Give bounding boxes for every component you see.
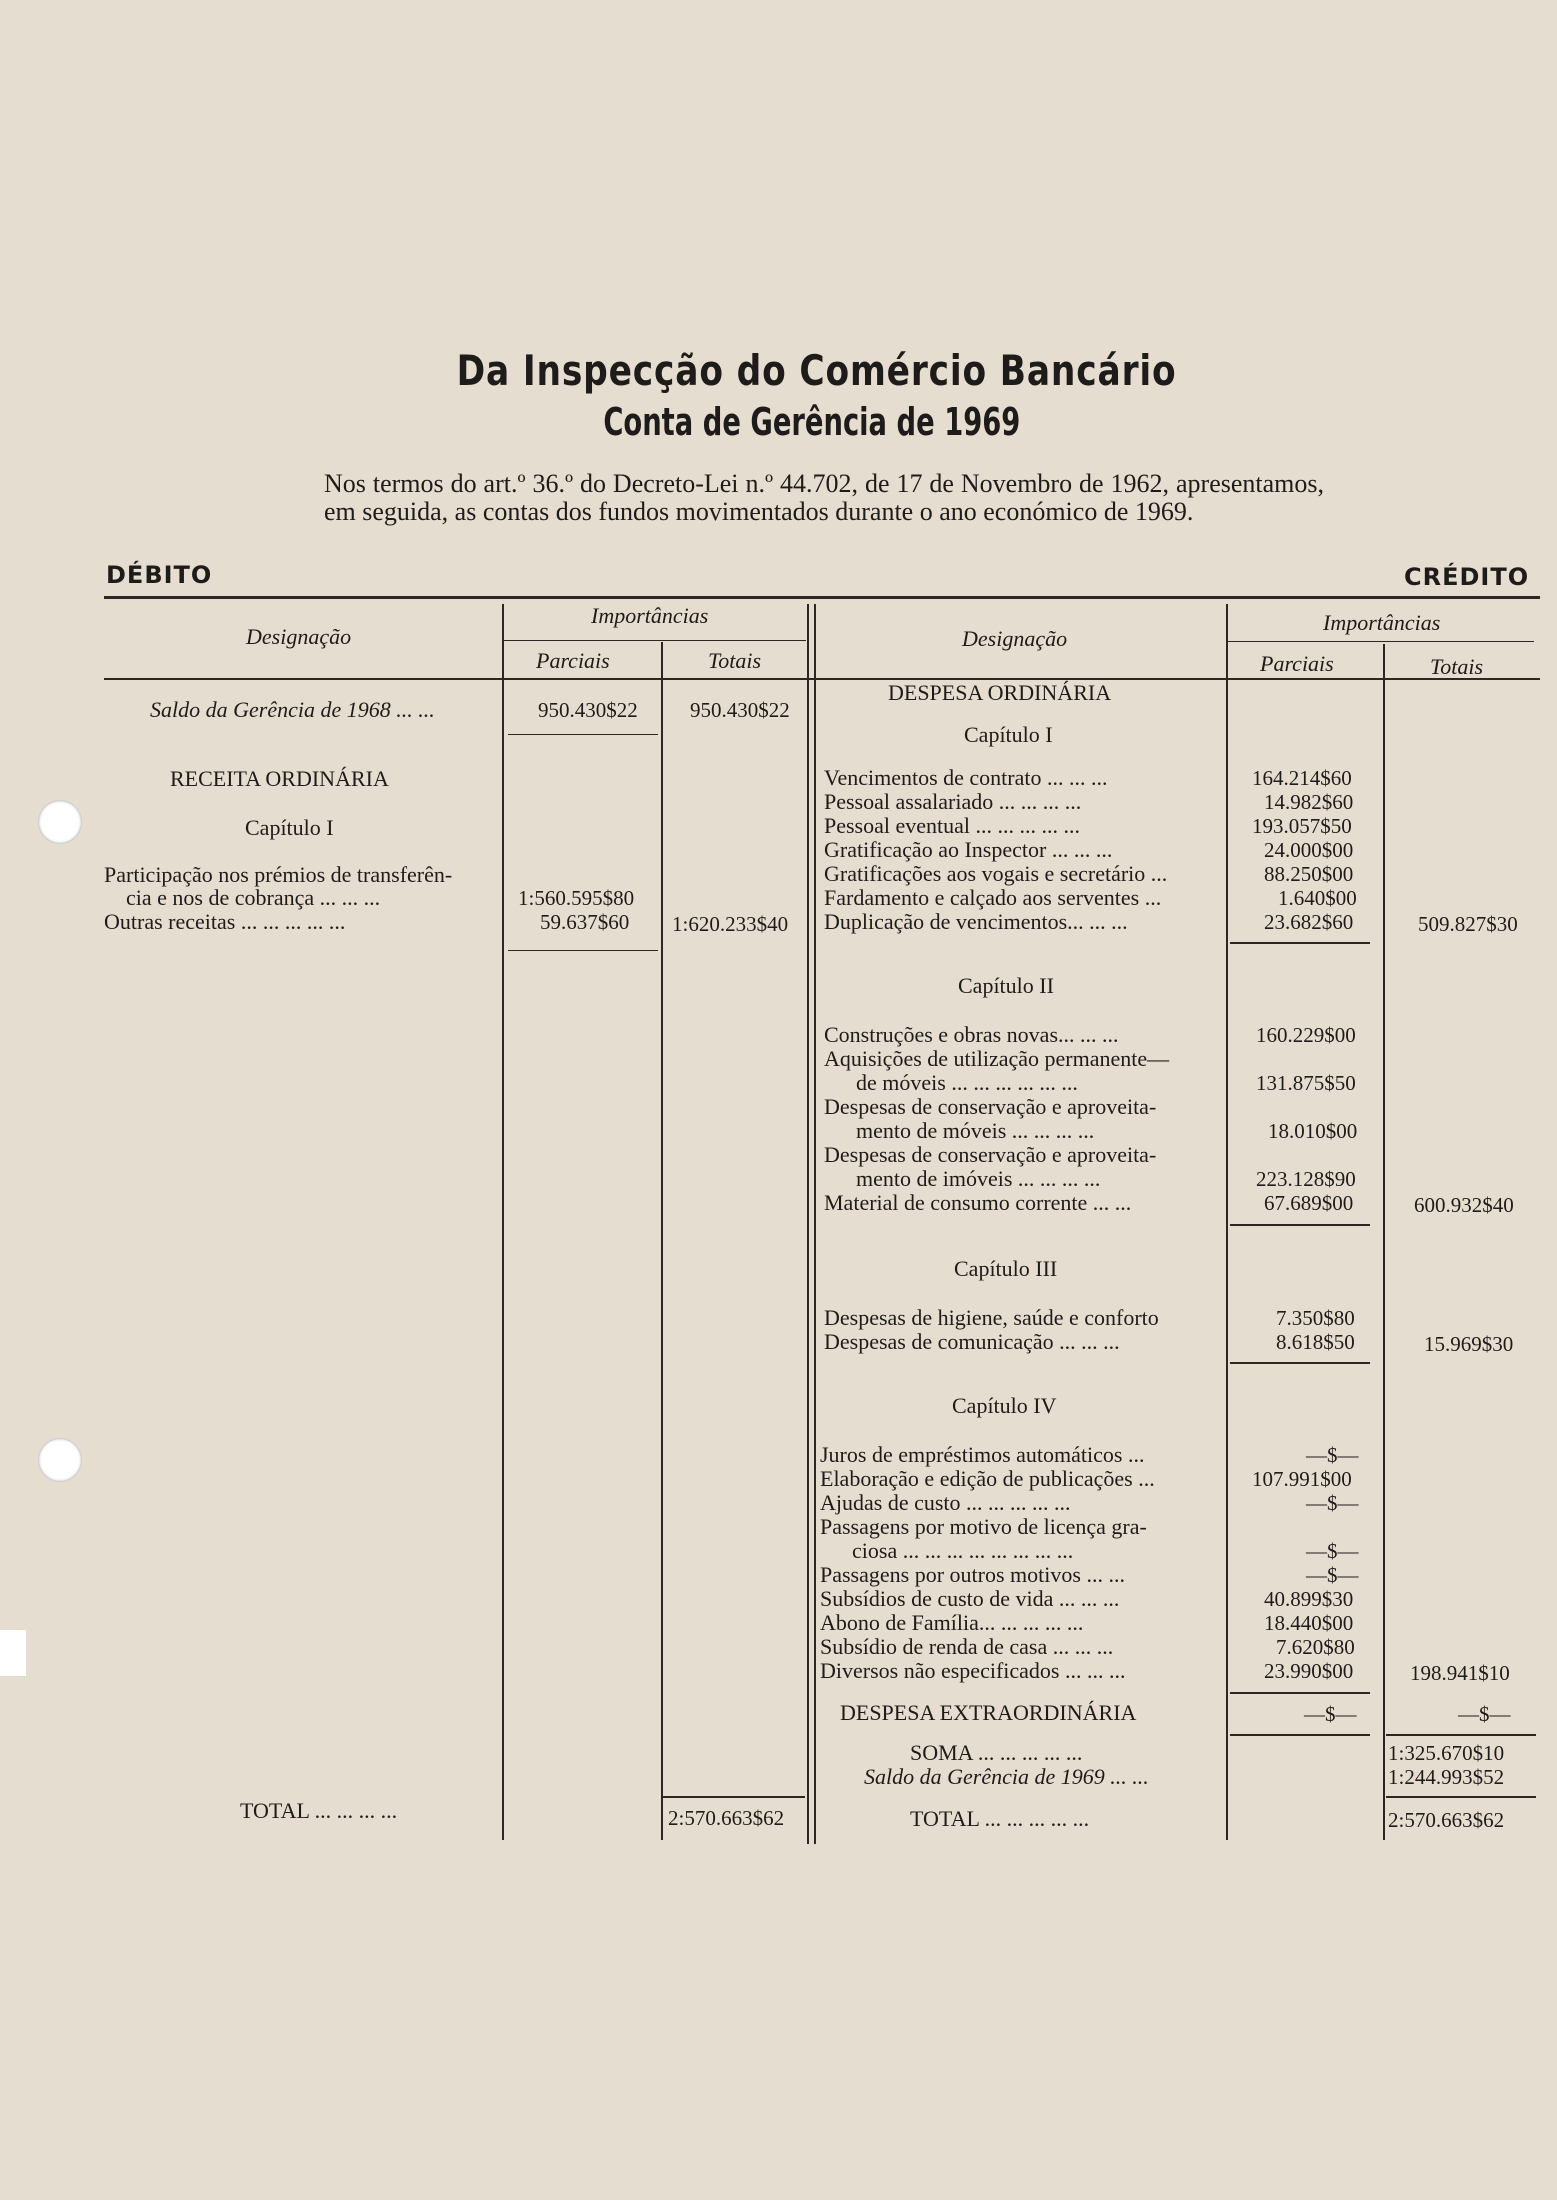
binder-hole-top (38, 800, 82, 844)
debit-partial-rule-1 (508, 734, 658, 735)
c4-item-4-line2: ciosa ... ... ... ... ... ... ... ... (852, 1538, 1074, 1563)
c4-item-2-partial: 107.991$00 (1252, 1467, 1352, 1491)
c1-partial-rule (1230, 942, 1370, 944)
chapter1-heading: Capítulo I (964, 722, 1053, 747)
c3-partial-rule (1230, 1362, 1370, 1364)
credit-total-rule (1386, 1796, 1536, 1798)
debit-chapter-heading: Capítulo I (245, 815, 334, 840)
table-top-rule (104, 596, 1540, 599)
balance-1968-label: Saldo da Gerência de 1968 ... ... (150, 697, 435, 722)
debit-total-header: Totais (708, 648, 762, 673)
chapter3-heading: Capítulo III (954, 1256, 1058, 1281)
c1-item-5-label: Gratificações aos vogais e secretário ... (824, 861, 1168, 886)
c1-item-3-partial: 193.057$50 (1252, 814, 1352, 838)
c1-item-4-label: Gratificação ao Inspector ... ... ... (824, 837, 1113, 862)
c4-item-1-partial: —$— (1306, 1443, 1359, 1467)
c2-partial-rule (1230, 1224, 1370, 1226)
c2-item-2-line1: Aquisições de utilização permanente— (824, 1046, 1170, 1071)
balance-1968-partial: 950.430$22 (538, 698, 638, 722)
c4-item-4-partial: —$— (1306, 1539, 1359, 1563)
balance-1968-total: 950.430$22 (690, 698, 790, 722)
c4-item-7-partial: 18.440$00 (1264, 1611, 1354, 1635)
debit-total-value: 2:570.663$62 (668, 1806, 785, 1830)
c2-item-3-line1: Despesas de conservação e aproveita- (824, 1094, 1157, 1119)
expense-heading: DESPESA ORDINÁRIA (888, 680, 1112, 705)
c4-item-3-partial: —$— (1306, 1491, 1359, 1515)
intro-paragraph: Nos termos do art.º 36.º do Decreto-Lei n.º 44.702, de 17 de Novembro de 1962, apresentamos, em seguida, as contas dos fundos movimentados durante o ano económico de 1969. (324, 469, 1324, 526)
c1-item-3-label: Pessoal eventual ... ... ... ... ... (824, 813, 1081, 838)
credit-total-header: Totais (1430, 654, 1484, 679)
chapter1-total: 509.827$30 (1418, 912, 1518, 936)
c4-item-3-label: Ajudas de custo ... ... ... ... ... (820, 1490, 1071, 1515)
chapter2-heading: Capítulo II (958, 973, 1054, 998)
debit-item-2-partial: 59.637$60 (540, 910, 630, 934)
sum-label: SOMA ... ... ... ... ... (910, 1740, 1083, 1765)
balance-1969-label: Saldo da Gerência de 1969 ... ... (864, 1764, 1149, 1789)
document-title: Da Inspecção do Comércio Bancário (456, 346, 1177, 395)
table-header-rule (104, 678, 1540, 680)
c1-item-2-partial: 14.982$60 (1264, 790, 1354, 814)
c1-item-1-label: Vencimentos de contrato ... ... ... (824, 765, 1108, 790)
c3-item-2-label: Despesas de comunicação ... ... ... (824, 1329, 1120, 1354)
extraordinary-partial: —$— (1304, 1702, 1357, 1726)
credit-col-divider-2 (1383, 644, 1385, 1840)
c1-item-1-partial: 164.214$60 (1252, 766, 1352, 790)
debit-item-1-line2: cia e nos de cobrança ... ... ... (126, 885, 381, 910)
c2-item-4-line1: Despesas de conservação e aproveita- (824, 1142, 1157, 1167)
debit-col-divider-1 (502, 604, 504, 1840)
c2-item-1-label: Construções e obras novas... ... ... (824, 1022, 1119, 1047)
c1-item-7-label: Duplicação de vencimentos... ... ... (824, 909, 1128, 934)
c4-item-1-label: Juros de empréstimos automáticos ... (820, 1442, 1145, 1467)
debit-total-label: TOTAL ... ... ... ... (240, 1798, 398, 1823)
sum-value: 1:325.670$10 (1388, 1741, 1505, 1765)
c2-item-2-partial: 131.875$50 (1256, 1071, 1356, 1095)
c4-item-8-label: Subsídio de renda de casa ... ... ... (820, 1634, 1114, 1659)
debit-partial-header: Parciais (536, 648, 610, 673)
credit-col-divider-1 (1226, 604, 1228, 1840)
credit-partial-header: Parciais (1260, 651, 1334, 676)
extraordinary-total-rule (1386, 1734, 1536, 1736)
c1-item-6-label: Fardamento e calçado aos serventes ... (824, 885, 1162, 910)
c2-item-1-partial: 160.229$00 (1256, 1023, 1356, 1047)
extraordinary-label: DESPESA EXTRAORDINÁRIA (840, 1700, 1137, 1725)
chapter4-heading: Capítulo IV (952, 1393, 1057, 1418)
c4-item-4-line1: Passagens por motivo de licença gra- (820, 1514, 1147, 1539)
c4-item-8-partial: 7.620$80 (1276, 1635, 1355, 1659)
debit-amounts-rule (504, 640, 806, 641)
chapter2-total: 600.932$40 (1414, 1193, 1514, 1217)
extraordinary-partial-rule (1230, 1734, 1370, 1736)
debit-amounts-header: Importâncias (591, 603, 709, 628)
credit-total-value: 2:570.663$62 (1388, 1808, 1505, 1832)
center-divider-a (807, 604, 809, 1844)
c2-item-4-line2: mento de imóveis ... ... ... ... (856, 1166, 1101, 1191)
c4-item-6-partial: 40.899$30 (1264, 1587, 1354, 1611)
credit-amounts-header: Importâncias (1323, 610, 1441, 635)
c2-item-3-line2: mento de móveis ... ... ... ... (856, 1118, 1095, 1143)
credit-amounts-rule (1228, 641, 1534, 642)
c4-item-6-label: Subsídios de custo de vida ... ... ... (820, 1586, 1120, 1611)
c3-item-2-partial: 8.618$50 (1276, 1330, 1355, 1354)
c1-item-5-partial: 88.250$00 (1264, 862, 1354, 886)
chapter3-total: 15.969$30 (1424, 1332, 1514, 1356)
c2-item-4-partial: 223.128$90 (1256, 1167, 1356, 1191)
c1-item-4-partial: 24.000$00 (1264, 838, 1354, 862)
extraordinary-total: —$— (1458, 1702, 1511, 1726)
c2-item-2-line2: de móveis ... ... ... ... ... ... (856, 1070, 1078, 1095)
c1-item-6-partial: 1.640$00 (1278, 886, 1357, 910)
c4-item-2-label: Elaboração e edição de publicações ... (820, 1466, 1155, 1491)
binder-tab (0, 1630, 26, 1676)
balance-1969-value: 1:244.993$52 (1388, 1765, 1505, 1789)
c2-item-5-partial: 67.689$00 (1264, 1191, 1354, 1215)
c2-item-3-partial: 18.010$00 (1268, 1119, 1358, 1143)
debit-col-divider-2 (661, 642, 663, 1840)
c1-item-7-partial: 23.682$60 (1264, 910, 1354, 934)
c4-item-7-label: Abono de Família... ... ... ... ... (820, 1610, 1084, 1635)
c4-item-5-label: Passagens por outros motivos ... ... (820, 1562, 1125, 1587)
c4-item-9-label: Diversos não especificados ... ... ... (820, 1658, 1126, 1683)
credit-total-label: TOTAL ... ... ... ... ... (910, 1806, 1090, 1831)
c1-item-2-label: Pessoal assalariado ... ... ... ... (824, 789, 1082, 814)
c2-item-5-label: Material de consumo corrente ... ... (824, 1190, 1132, 1215)
credit-label: CRÉDITO (1404, 563, 1530, 591)
debit-item-1-line1: Participação nos prémios de transferên- (104, 862, 453, 887)
debit-label: DÉBITO (106, 561, 213, 589)
debit-partial-rule-2 (508, 950, 658, 951)
debit-designation-header: Designação (246, 624, 352, 649)
debit-total-rule (663, 1796, 805, 1798)
debit-item-2-label: Outras receitas ... ... ... ... ... (104, 909, 346, 934)
center-divider-b (814, 604, 816, 1844)
debit-item-1-partial: 1:560.595$80 (518, 886, 635, 910)
revenue-heading: RECEITA ORDINÁRIA (170, 766, 389, 791)
c4-item-9-partial: 23.990$00 (1264, 1659, 1354, 1683)
binder-hole-bottom (38, 1438, 82, 1482)
c3-item-1-partial: 7.350$80 (1276, 1306, 1355, 1330)
chapter4-total: 198.941$10 (1410, 1661, 1510, 1685)
debit-item-2-total: 1:620.233$40 (672, 912, 789, 936)
c4-partial-rule (1230, 1692, 1370, 1694)
c4-item-5-partial: —$— (1306, 1563, 1359, 1587)
c3-item-1-label: Despesas de higiene, saúde e conforto (824, 1305, 1159, 1330)
credit-designation-header: Designação (962, 626, 1068, 651)
document-subtitle: Conta de Gerência de 1969 (603, 400, 1021, 444)
